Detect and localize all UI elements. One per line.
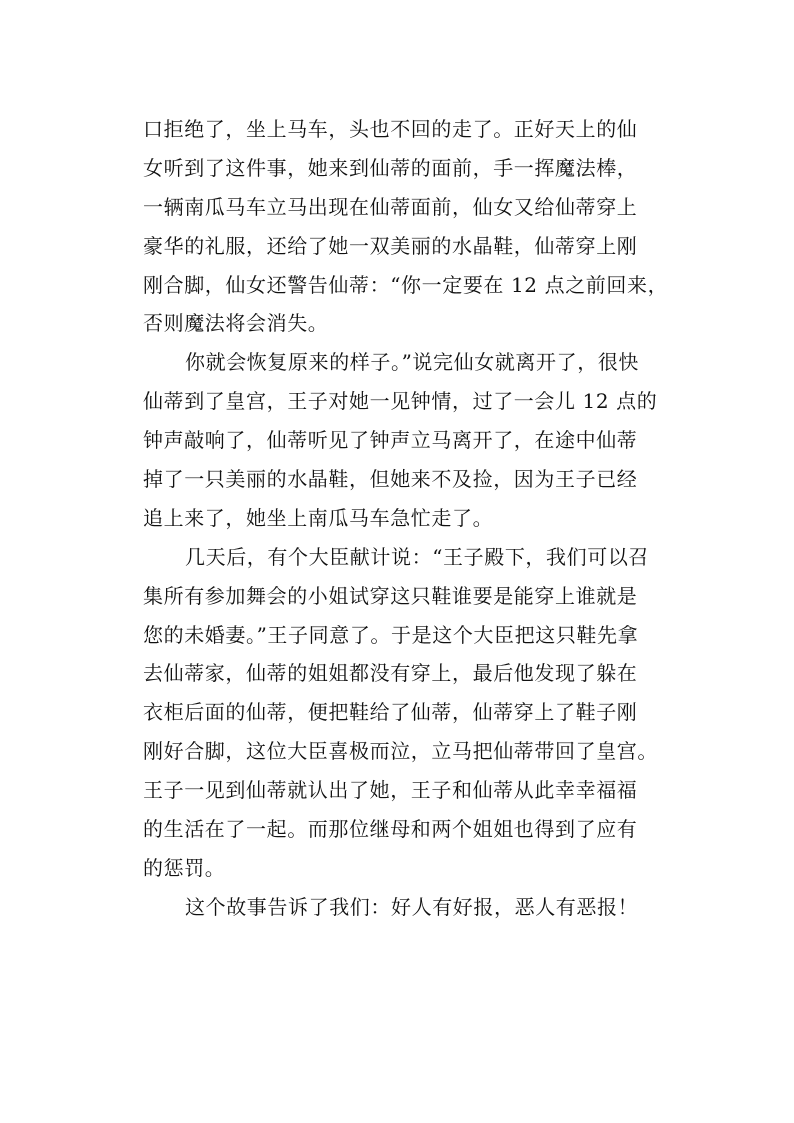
- paragraph-1: [143, 110, 669, 343]
- text-line: 追上来了，她坐上南瓜马车急忙走了。: [143, 505, 494, 530]
- text-line: 衣柜后面的仙蒂，便把鞋给了仙蒂，仙蒂穿上了鞋子刚: [143, 700, 638, 725]
- text-line: 去仙蒂家，仙蒂的姐姐都没有穿上，最后他发现了躲在: [143, 661, 638, 686]
- text-line: 口拒绝了，坐上马车，头也不回的走了。正好天上的仙: [143, 117, 638, 141]
- text-line: 刚合脚，仙女还警告仙蒂：“你一定要在 12 点之前回来，: [143, 272, 669, 297]
- text-line: 您的未婚妻。”王子同意了。于是这个大臣把这只鞋先拿: [143, 622, 639, 647]
- paragraph-2: [143, 343, 663, 537]
- text-line: 这个故事告诉了我们：好人有好报，恶人有恶报！: [185, 894, 639, 919]
- text-line: 的生活在了一起。而那位继母和两个姐姐也得到了应有: [143, 817, 638, 842]
- text-line: 几天后，有个大臣献计说：“王子殿下，我们可以召: [185, 544, 650, 569]
- paragraph-4: [143, 888, 663, 927]
- text-line: 仙蒂到了皇宫，王子对她一见钟情，过了一会儿 12 点的: [143, 389, 658, 414]
- text-line: 刚好合脚，这位大臣喜极而泣，立马把仙蒂带回了皇宫。: [143, 739, 658, 764]
- text-line: 豪华的礼服，还给了她一双美丽的水晶鞋，仙蒂穿上刚: [143, 233, 638, 258]
- text-line: 你就会恢复原来的样子。”说完仙女就离开了，很快: [185, 350, 640, 375]
- text-line: 否则魔法将会消失。: [143, 311, 329, 336]
- text-line: 集所有参加舞会的小姐试穿这只鞋谁要是能穿上谁就是: [143, 583, 638, 608]
- paragraph-3: [143, 538, 663, 888]
- text-line: 钟声敲响了，仙蒂听见了钟声立马离开了，在途中仙蒂: [143, 428, 638, 453]
- text-line: 的惩罚。: [143, 855, 226, 880]
- text-line: 女听到了这件事，她来到仙蒂的面前，手一挥魔法棒，: [143, 155, 638, 180]
- text-line: 王子一见到仙蒂就认出了她，王子和仙蒂从此幸幸福福: [143, 778, 638, 803]
- text-line: 掉了一只美丽的水晶鞋，但她来不及捡，因为王子已经: [143, 467, 638, 492]
- story-text: [143, 110, 669, 927]
- text-line: 一辆南瓜马车立马出现在仙蒂面前，仙女又给仙蒂穿上: [143, 194, 638, 219]
